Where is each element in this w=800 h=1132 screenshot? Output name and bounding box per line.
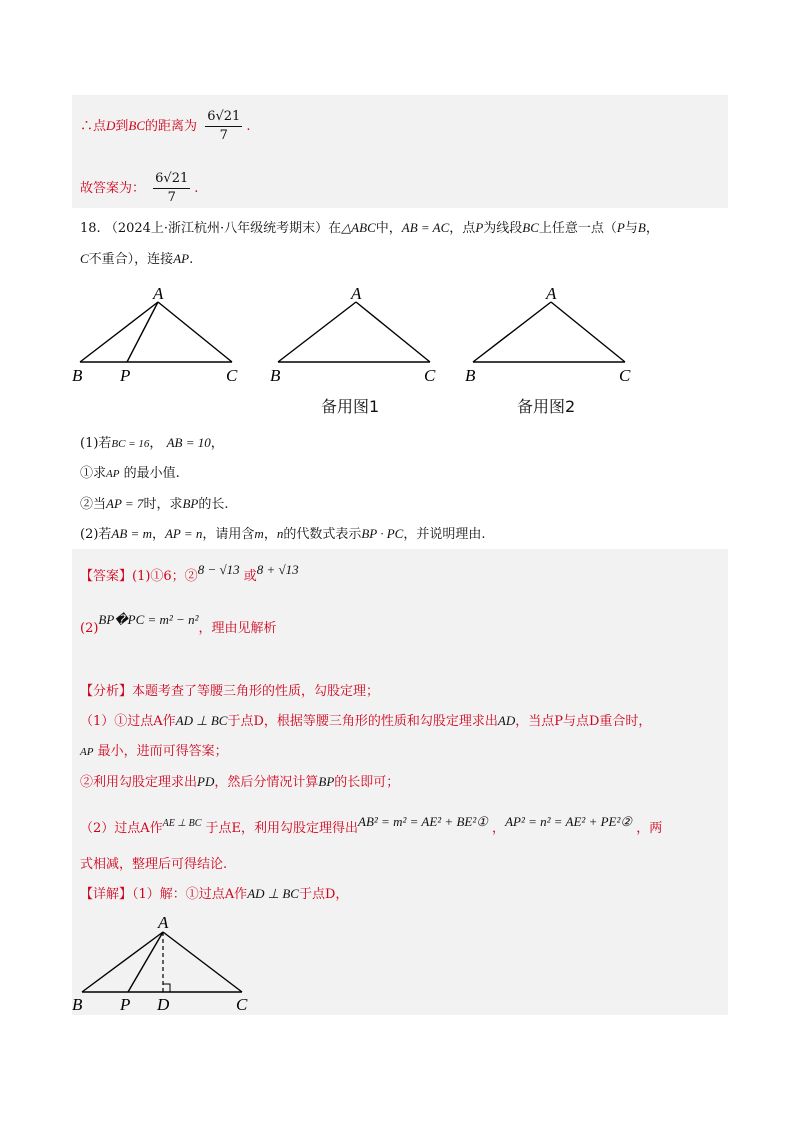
- analysis-line-2: AP 最小，进而可得答案；: [80, 744, 228, 759]
- label-C: C: [236, 995, 248, 1014]
- label-D: D: [157, 995, 170, 1014]
- triangle-figure-spare1: [268, 285, 448, 385]
- analysis-line-4: （2）过点A作$^{AE \perp BC}$ 于点E，利用勾股定理得出AB² = m² = AE² + BE²① ，AP² = n² = AE² + PE²② ，两: [80, 814, 663, 836]
- label-P: P: [120, 366, 131, 385]
- question-1-part-1: ①求AP 的最小值.: [80, 466, 180, 481]
- triangle-figure-detail: [70, 910, 260, 1014]
- label-C: C: [619, 366, 631, 385]
- question-2: (2)若AB = m，AP = n，请用含m，n的代数式表示BP · PC，并说明理由.: [80, 526, 486, 542]
- analysis-title: 【分析】本题考查了等腰三角形的性质，勾股定理；: [80, 684, 380, 699]
- caption-spare-figure-1: 备用图1: [321, 397, 380, 416]
- answer-line-2: (2)BP�PC = m² − n²，理由见解析: [80, 612, 277, 636]
- label-B: B: [270, 366, 281, 385]
- problem-statement-line1: 18. （2024上·浙江杭州·八年级统考期末）在△ABC中，AB = AC，点P为线段BC上任意一点（P与B，: [80, 220, 659, 236]
- question-1: (1)若BC = 16， AB = 10，: [80, 435, 224, 451]
- triangle-figure-main: [70, 285, 250, 385]
- analysis-line-3: ②利用勾股定理求出PD，然后分情况计算BP的长即可；: [80, 774, 400, 790]
- label-B: B: [72, 366, 83, 385]
- caption-spare-figure-2: 备用图2: [517, 397, 576, 416]
- question-1-part-2: ②当AP = 7时，求BP的长.: [80, 496, 229, 512]
- answer-line-1: 【答案】(1)①6；②8 − √13 或8 + √13: [80, 562, 299, 584]
- label-P: P: [120, 995, 131, 1014]
- analysis-line-5: 式相减，整理后可得结论.: [80, 857, 228, 872]
- problem-statement-line2: C不重合），连接AP.: [80, 251, 194, 267]
- triangle-figure-spare2: [463, 285, 643, 385]
- detail-line: 【详解】（1）解：①过点A作AD ⊥ BC于点D，: [80, 886, 349, 902]
- label-A: A: [351, 285, 362, 303]
- label-A: A: [546, 285, 557, 303]
- distance-conclusion-line: ∴点D到BC的距离为 $\frac{6√21}{7}$ .: [80, 109, 251, 143]
- label-C: C: [424, 366, 436, 385]
- analysis-line-1: （1）①过点A作AD ⊥ BC于点D，根据等腰三角形的性质和勾股定理求出AD，当点P与点D重合时，: [80, 713, 652, 729]
- label-A: A: [158, 913, 169, 932]
- label-C: C: [226, 366, 238, 385]
- label-A: A: [153, 285, 164, 303]
- label-B: B: [72, 995, 83, 1014]
- label-B: B: [465, 366, 476, 385]
- final-answer-line: 故答案为： $\frac{6√21}{7}$ .: [80, 171, 199, 205]
